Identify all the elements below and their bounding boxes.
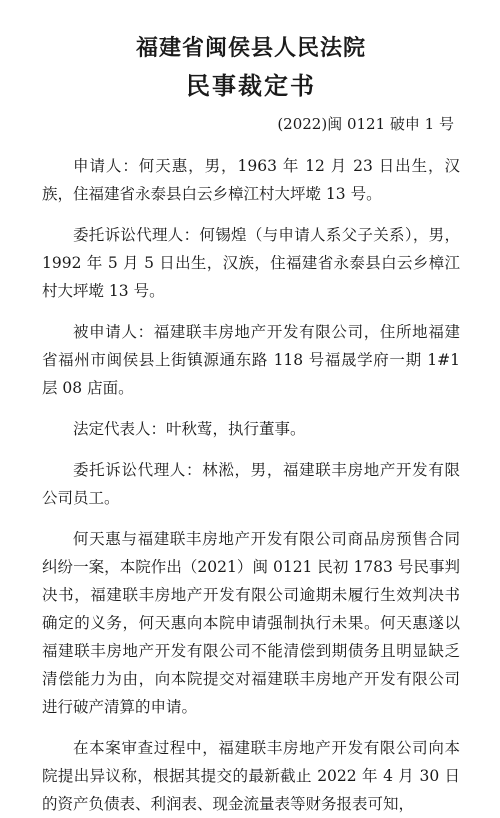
document-title: 民事裁定书 bbox=[186, 72, 316, 100]
paragraph-respondent-agent: 委托诉讼代理人：林淞，男，福建联丰房地产开发有限公司员工。 bbox=[42, 461, 460, 507]
paragraph-applicant-agent: 委托诉讼代理人：何锡煌（与申请人系父子关系），男，1992 年 5 月 5 日出生，汉族，住福建省永泰县白云乡樟江村大坪墘 13 号。 bbox=[42, 226, 460, 300]
court-name: 福建省闽侯县人民法院 bbox=[135, 36, 366, 61]
paragraph-legal-representative: 法定代表人：叶秋莺，执行董事。 bbox=[73, 420, 306, 438]
paragraph-review: 在本案审查过程中，福建联丰房地产开发有限公司向本院提出异议称，根据其提交的最新截止 2022 年 4 月 30 日的资产负债表、利润表、现金流量表等财务报表可知， bbox=[42, 739, 460, 813]
case-number: (2022)闽 0121 破申 1 号 bbox=[277, 115, 454, 133]
paragraph-respondent: 被申请人：福建联丰房地产开发有限公司，住所地福建省福州市闽侯县上街镇源通东路 118 号福晟学府一期 1#1 层 08 店面。 bbox=[42, 323, 460, 397]
paragraph-case-background: 何天惠与福建联丰房地产开发有限公司商品房预售合同纠纷一案，本院作出（2021）闽 0121 民初 1783 号民事判决书，福建联丰房地产开发有限公司逾期未履行生效判决书确定的义务，何天惠向本院申请强制执行未果。何天惠遂以福建联丰房地产开发有限公司不能清偿到期债务且明显缺乏清偿能力为由，向本院提交对福建联丰房地产开发有限公司进行破产清算的申请。 bbox=[42, 530, 460, 716]
paragraph-applicant: 申请人：何天惠，男，1963 年 12 月 23 日出生，汉族，住福建省永泰县白云乡樟江村大坪墘 13 号。 bbox=[42, 157, 460, 203]
